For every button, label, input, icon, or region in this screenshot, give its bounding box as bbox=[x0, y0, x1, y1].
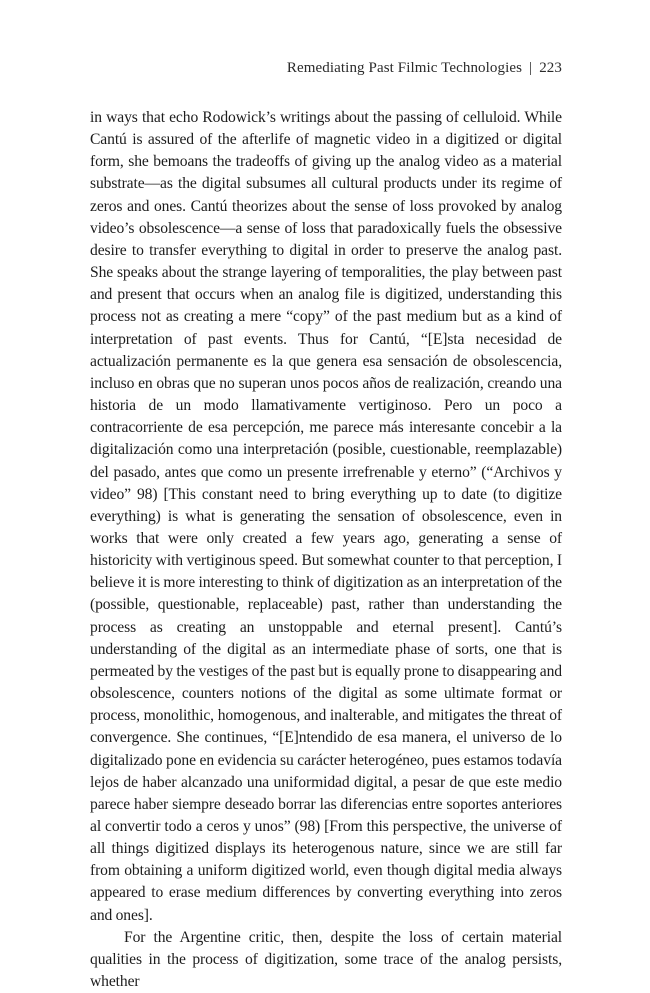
paragraph-argentine-critic: For the Argentine critic, then, despite the loss of certain material qualities in the process of digitization, some trace of the analog persists, whether bbox=[90, 928, 562, 991]
header-separator: | bbox=[529, 60, 533, 76]
running-title: Remediating Past Filmic Technologies bbox=[286, 60, 523, 76]
running-head bbox=[287, 60, 562, 77]
page-number: 223 bbox=[539, 60, 562, 76]
paragraph-continuation: in ways that echo Rodowick’s writings about the passing of celluloid. While Cantú is assured of the afterlife of magnetic video in a digitized or digital form, she bemoans the tradeoffs of giving up the analog video as a material substrate—as the digital subsumes all cultural products under its regime of zeros and ones. Cantú theorizes about the sense of loss provoked by analog video’s obsolescence—a sense of loss that paradoxically fuels the obsessive desire to transfer everything to digital in order to preserve the analog past. She speaks about the strange layering of temporalities, the play between past and present that occurs when an analog file is digitized, understanding this process not as creating a mere “copy” of the past medium but as a kind of interpretation of past events. Thus for Cantú, “[E]sta necesidad de actualización permanente es la que genera esa sensación de obsolescencia, incluso en obras que no superan unos pocos años de realización, creando una historia de un modo llamativamente vertiginoso. Pero un poco a contracorriente de esa percepción, me parece más interesante concebir a la digitalización como una interpretación (posible, cuestionable, reemplazable) del pasado, antes que como un presente irrefrenable y eterno” (“Archivos y video” 98) [This constant need to bring everything up to date (to digitize everything) is what is generating the sensation of obsolescence, even in works that were only created a few years ago, generating a sense of historicity with vertiginous speed. But somewhat counter to that perception, I believe it is more interesting to think of digitization as an interpretation of the (possible, questionable, replaceable) past, rather than understanding the process as creating an unstoppable and eternal present]. Cantú’s understanding of the digital as an intermediate phase of sorts, one that is permeated by the vestiges of the past but is equally prone to disappearing and obsolescence, counters notions of the digital as some ultimate format or process, monolithic, homogenous, and inalterable, and mitigates the threat of convergence. She continues, “[E]ntendido de esa manera, el universo de lo digitalizado pone en evidencia su carácter heterogéneo, pues estamos todavía lejos de haber alcanzado una uniformidad digital, a pesar de que este medio parece haber siempre deseado borrar las diferencias entre soportes anteriores al convertir todo a ceros y unos” (98) [From this perspective, the universe of all things digitized displays its heterogenous nature, since we are still far from obtaining a uniform digitized world, even though digital media always appeared to erase medium differences by converting everything into zeros and ones]. bbox=[90, 109, 562, 924]
body-text bbox=[90, 107, 562, 993]
